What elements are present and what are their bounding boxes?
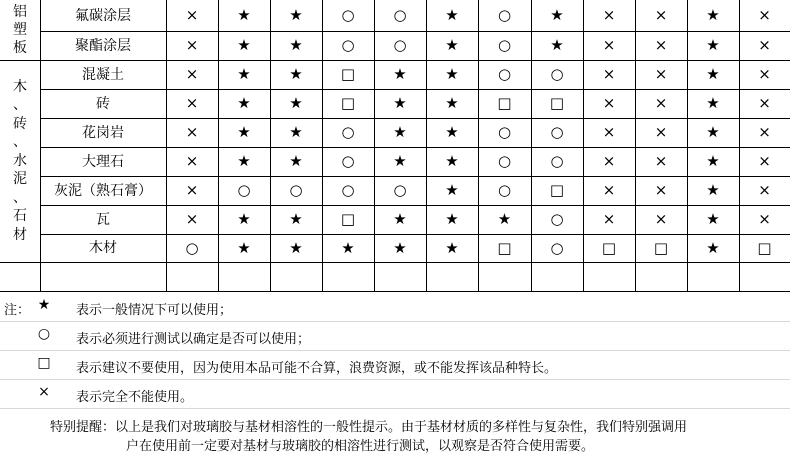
cross-icon: × xyxy=(758,65,771,83)
grid-line xyxy=(322,0,323,291)
group-label-char: 、 xyxy=(13,97,27,114)
cross-icon: × xyxy=(654,6,668,24)
star-icon: ★ xyxy=(393,210,407,228)
star-icon: ★ xyxy=(237,238,251,257)
cross-icon: × xyxy=(185,152,199,170)
note-circle-text: 表示必须进行测试以确定是否可以使用； xyxy=(76,332,311,347)
circle-icon: ○ xyxy=(497,152,512,170)
grid-line xyxy=(40,147,790,148)
circle-icon: ○ xyxy=(341,123,355,141)
grid-line xyxy=(531,0,532,291)
grid-line xyxy=(40,205,790,206)
star-icon: ★ xyxy=(289,36,303,54)
circle-icon: ○ xyxy=(289,181,303,199)
grid-line xyxy=(426,0,427,291)
cross-icon: × xyxy=(602,36,616,54)
grid-line xyxy=(40,234,790,235)
cross-icon: × xyxy=(602,210,616,228)
square-icon: □ xyxy=(757,238,772,257)
star-icon: ★ xyxy=(237,36,251,54)
grid-line xyxy=(739,0,740,291)
circle-icon: ○ xyxy=(497,6,512,24)
circle-icon: ○ xyxy=(393,36,407,54)
cross-icon: × xyxy=(602,152,616,170)
group-label-char: 、 xyxy=(13,189,27,206)
note-cross-text: 表示完全不能使用。 xyxy=(76,390,194,405)
circle-icon: ○ xyxy=(497,36,512,54)
substrate-name: 氟碳涂层 xyxy=(75,7,131,24)
cross-icon: × xyxy=(654,36,668,54)
cross-icon: × xyxy=(185,36,199,54)
star-icon: ★ xyxy=(445,123,459,141)
group-label-char: 、 xyxy=(13,134,27,151)
star-icon: ★ xyxy=(706,94,720,112)
grid-line xyxy=(40,118,790,119)
circle-icon: ○ xyxy=(237,181,251,199)
circle-icon: ○ xyxy=(37,326,51,342)
star-icon: ★ xyxy=(393,123,407,141)
cross-icon: × xyxy=(758,36,771,54)
star-icon: ★ xyxy=(445,94,459,112)
cross-icon: × xyxy=(654,181,668,199)
circle-icon: ○ xyxy=(185,238,199,257)
substrate-name: 大理石 xyxy=(82,153,124,170)
cross-icon: × xyxy=(758,6,771,24)
star-icon: ★ xyxy=(445,6,459,24)
grid-line xyxy=(583,0,584,291)
star-icon: ★ xyxy=(289,123,303,141)
reminder-line-1: 特别提醒：以上是我们对玻璃胶与基材相溶性的一般性提示。由于基材材质的多样性与复杂性，我们特别强调用 xyxy=(50,420,688,435)
circle-icon: ○ xyxy=(550,152,564,170)
star-icon: ★ xyxy=(706,210,720,228)
square-icon: □ xyxy=(497,94,512,112)
group-label-char: 材 xyxy=(13,226,27,243)
group-label-char: 木 xyxy=(13,78,27,95)
grid-line xyxy=(40,31,790,32)
star-icon: ★ xyxy=(706,6,720,24)
star-icon: ★ xyxy=(237,123,251,141)
circle-icon: ○ xyxy=(497,181,512,199)
note-square-text: 表示建议不要使用，因为使用本品可能不合算，浪费资源，或不能发挥该品种特长。 xyxy=(76,361,558,376)
star-icon: ★ xyxy=(393,152,407,170)
substrate-name: 花岗岩 xyxy=(82,124,124,141)
star-icon: ★ xyxy=(289,94,303,112)
star-icon: ★ xyxy=(237,6,251,24)
cross-icon: × xyxy=(38,384,50,400)
circle-icon: ○ xyxy=(550,123,564,141)
square-icon: □ xyxy=(549,181,565,199)
star-icon: ★ xyxy=(289,238,303,257)
notes-prefix: 注： xyxy=(4,303,31,318)
cross-icon: × xyxy=(602,123,616,141)
circle-icon: ○ xyxy=(550,238,564,257)
cross-icon: × xyxy=(185,181,199,199)
cross-icon: × xyxy=(602,65,616,83)
group-label-char: 泥 xyxy=(13,171,27,188)
star-icon: ★ xyxy=(706,152,720,170)
group-label-char: 石 xyxy=(13,208,27,225)
square-icon: □ xyxy=(497,238,512,257)
cross-icon: × xyxy=(758,152,771,170)
special-reminder xyxy=(50,418,790,456)
star-icon: ★ xyxy=(393,94,407,112)
substrate-name: 木材 xyxy=(89,240,117,256)
substrate-name: 聚酯涂层 xyxy=(75,37,131,54)
circle-icon: ○ xyxy=(341,181,355,199)
star-icon: ★ xyxy=(550,6,564,24)
star-icon: ★ xyxy=(393,238,407,257)
cross-icon: × xyxy=(654,123,668,141)
star-icon: ★ xyxy=(237,65,251,83)
grid-line xyxy=(166,0,167,291)
grid-line xyxy=(218,0,219,291)
star-icon: ★ xyxy=(341,238,355,257)
square-icon: □ xyxy=(340,210,356,228)
group-label xyxy=(0,60,40,262)
grid-line xyxy=(635,0,636,291)
group-label-char: 塑 xyxy=(13,22,27,38)
group-label-char: 水 xyxy=(13,152,27,169)
circle-icon: ○ xyxy=(497,65,512,83)
cross-icon: × xyxy=(758,94,771,112)
square-icon: □ xyxy=(37,355,51,371)
grid-line xyxy=(40,89,790,90)
grid-line xyxy=(270,0,271,291)
circle-icon: ○ xyxy=(341,152,355,170)
grid-line xyxy=(478,0,479,291)
star-icon: ★ xyxy=(289,210,303,228)
star-icon: ★ xyxy=(706,65,720,83)
circle-icon: ○ xyxy=(393,6,407,24)
cross-icon: × xyxy=(758,123,771,141)
grid-line xyxy=(40,176,790,177)
square-icon: □ xyxy=(549,94,565,112)
star-icon: ★ xyxy=(289,65,303,83)
star-icon: ★ xyxy=(445,36,459,54)
star-icon: ★ xyxy=(445,181,459,199)
circle-icon: ○ xyxy=(341,36,355,54)
cross-icon: × xyxy=(602,94,616,112)
star-icon: ★ xyxy=(497,210,512,228)
substrate-name: 瓦 xyxy=(96,211,110,228)
cross-icon: × xyxy=(758,210,771,228)
star-icon: ★ xyxy=(289,6,303,24)
cross-icon: × xyxy=(185,6,199,24)
star-icon: ★ xyxy=(393,65,407,83)
note-star-text: 表示一般情况下可以使用； xyxy=(76,303,233,318)
square-icon: □ xyxy=(340,65,356,83)
star-icon: ★ xyxy=(289,152,303,170)
circle-icon: ○ xyxy=(393,181,407,199)
star-icon: ★ xyxy=(706,181,720,199)
grid-line xyxy=(687,0,688,291)
square-icon: □ xyxy=(601,238,617,257)
star-icon: ★ xyxy=(706,238,720,257)
grid-line xyxy=(0,291,790,292)
star-icon: ★ xyxy=(237,210,251,228)
group-label-char: 板 xyxy=(13,40,27,56)
cross-icon: × xyxy=(654,65,668,83)
square-icon: □ xyxy=(653,238,669,257)
star-icon: ★ xyxy=(445,238,459,257)
cross-icon: × xyxy=(185,123,199,141)
cross-icon: × xyxy=(185,94,199,112)
substrate-name: 灰泥（熟石膏） xyxy=(54,182,152,199)
star-icon: ★ xyxy=(445,210,459,228)
star-icon: ★ xyxy=(37,297,51,313)
group-label-char: 砖 xyxy=(13,115,27,132)
grid-line xyxy=(374,0,375,291)
grid-line xyxy=(0,262,790,263)
cross-icon: × xyxy=(758,181,771,199)
cross-icon: × xyxy=(654,152,668,170)
grid-line xyxy=(0,60,790,61)
star-icon: ★ xyxy=(706,123,720,141)
group-label-char: 铝 xyxy=(13,4,27,20)
cross-icon: × xyxy=(654,94,668,112)
circle-icon: ○ xyxy=(550,210,564,228)
star-icon: ★ xyxy=(237,152,251,170)
circle-icon: ○ xyxy=(341,6,355,24)
star-icon: ★ xyxy=(550,36,564,54)
star-icon: ★ xyxy=(237,94,251,112)
cross-icon: × xyxy=(185,210,199,228)
reminder-line-2: 户在使用前一定要对基材与玻璃胶的相溶性进行测试，以观察是否符合使用需要。 xyxy=(126,439,595,454)
substrate-name: 砖 xyxy=(96,95,110,112)
circle-icon: ○ xyxy=(497,123,512,141)
cross-icon: × xyxy=(654,210,668,228)
star-icon: ★ xyxy=(706,36,720,54)
group-label xyxy=(0,0,40,60)
cross-icon: × xyxy=(602,6,616,24)
star-icon: ★ xyxy=(445,152,459,170)
grid-line xyxy=(40,0,41,291)
square-icon: □ xyxy=(340,94,356,112)
star-icon: ★ xyxy=(445,65,459,83)
circle-icon: ○ xyxy=(550,65,564,83)
cross-icon: × xyxy=(185,65,199,83)
cross-icon: × xyxy=(602,181,616,199)
substrate-name: 混凝土 xyxy=(82,66,124,83)
